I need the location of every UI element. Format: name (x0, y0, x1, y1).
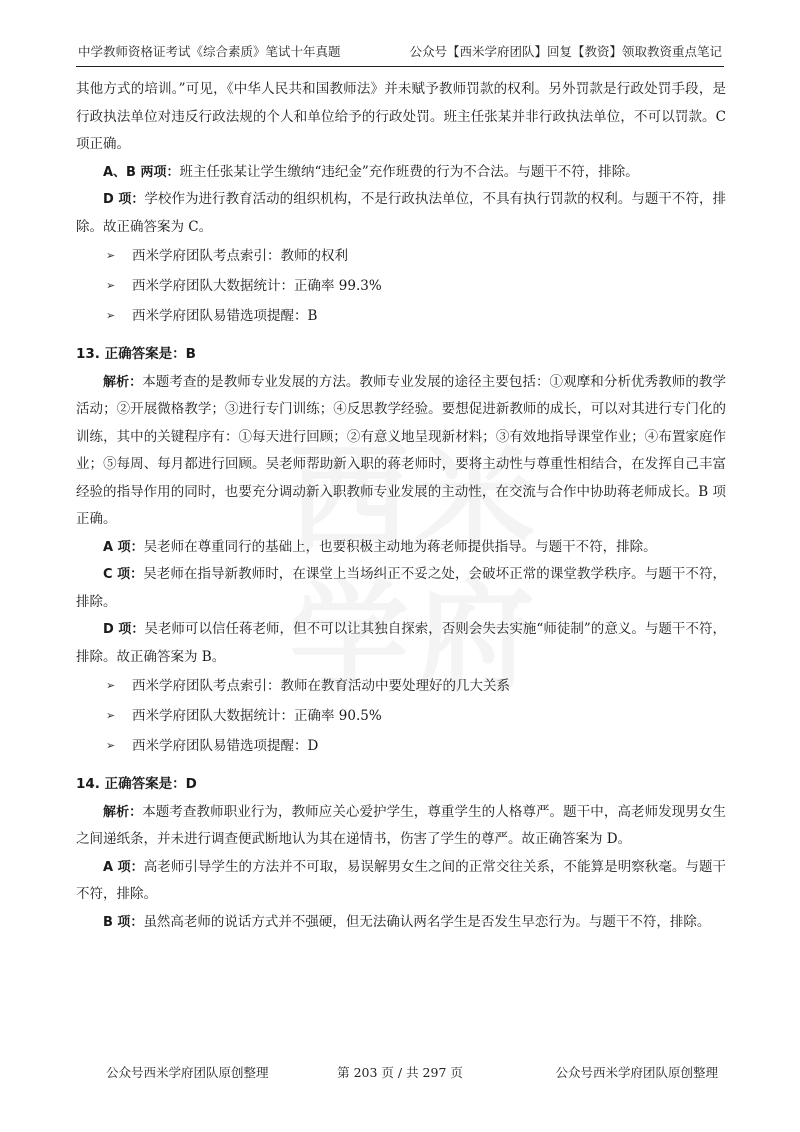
bullet-item (76, 301, 726, 331)
arrow-bullet-icon: ➢ (106, 249, 116, 262)
option-label: D 项： (103, 192, 145, 207)
option-text: 吴老师可以信任蒋老师，但不可以让其独自探索，否则会失去实施“师徒制”的意义。与题干不符，排除。故正确答案为 B。 (76, 621, 726, 665)
option-text: 吴老师在指导新教师时，在课堂上当场纠正不妥之处，会破坏正常的课堂教学秩序。与题干不符，排除。 (76, 566, 726, 610)
arrow-bullet-icon: ➢ (106, 739, 116, 752)
analysis-label: 解析： (103, 374, 143, 390)
arrow-bullet-icon: ➢ (106, 709, 116, 722)
page-header (76, 42, 724, 67)
question-13-heading: 13. 正确答案是：B (76, 346, 196, 362)
question-14-heading: 14. 正确答案是：D (76, 776, 197, 792)
option-explanation-a (76, 854, 726, 909)
bullet-item (76, 731, 726, 761)
option-text: 学校作为进行教育活动的组织机构，不是行政执法单位，不具有执行罚款的权利。与题干不符，排除。故正确答案为 C。 (76, 191, 726, 235)
page-body (76, 76, 726, 936)
bullet-item (76, 671, 726, 701)
option-label: A 项： (103, 859, 144, 875)
bullet-text: 西米学府团队易错选项提醒：B (132, 308, 318, 324)
bullet-text: 西米学府团队考点索引：教师的权利 (132, 248, 348, 264)
question-13-analysis (76, 369, 726, 534)
option-explanation-d (76, 616, 726, 671)
option-label: D 项： (103, 622, 145, 637)
bullet-text: 西米学府团队易错选项提醒：D (132, 738, 319, 754)
option-text: 吴老师在尊重同行的基础上，也要积极主动地为蒋老师提供指导。与题干不符，排除。 (143, 538, 657, 555)
option-explanation-a (76, 534, 726, 562)
bullet-item (76, 241, 726, 271)
arrow-bullet-icon: ➢ (106, 309, 116, 322)
option-explanation-b (76, 909, 726, 937)
header-promo: 公众号【西米学府团队】回复【教资】领取教资重点笔记 (409, 44, 722, 59)
bullet-text: 西米学府团队考点索引：教师在教育活动中要处理好的几大关系 (132, 678, 510, 694)
page-number: 第 203 页 / 共 297 页 (337, 1065, 463, 1080)
option-text: 虽然高老师的说话方式并不强硬，但无法确认两名学生是否发生早恋行为。与题干不符，排除。 (143, 913, 711, 930)
option-label: A 项： (103, 539, 144, 555)
bullet-item (76, 271, 726, 301)
analysis-label: 解析： (103, 804, 143, 820)
option-text: 高老师引导学生的方法并不可取，易误解男女生之间的正常交往关系，不能算是明察秋毫。与题干不符，排除。 (76, 858, 726, 902)
footer-left-credit: 公众号西米学府团队原创整理 (106, 1065, 269, 1080)
option-explanation-c (76, 561, 726, 616)
paragraph-continuation: 其他方式的培训。”可见，《中华人民共和国教师法》并未赋予教师罚款的权利。另外罚款是行政处罚手段，是行政执法单位对违反行政法规的个人和单位给予的行政处罚。班主任张某并非行政执法单位，不可以罚款。C 项正确。 (76, 81, 726, 152)
option-label: A、B 两项： (103, 164, 180, 180)
footer-right-credit: 公众号西米学府团队原创整理 (555, 1065, 718, 1080)
option-text: 班主任张某让学生缴纳“违纪金”充作班费的行为不合法。与题干不符，排除。 (179, 163, 639, 180)
bullet-text: 西米学府团队大数据统计：正确率 99.3% (132, 278, 382, 294)
header-book-title: 中学教师资格证考试《综合素质》笔试十年真题 (78, 44, 341, 59)
arrow-bullet-icon: ➢ (106, 679, 116, 692)
question-14-analysis (76, 799, 726, 854)
arrow-bullet-icon: ➢ (106, 279, 116, 292)
bullet-text: 西米学府团队大数据统计：正确率 90.5% (132, 708, 382, 724)
option-explanation-ab (76, 159, 726, 187)
option-explanation-d (76, 186, 726, 241)
analysis-text: 本题考查的是教师专业发展的方法。教师专业发展的途径主要包括：①观摩和分析优秀教师的教学活动；②开展微格教学；③进行专门训练；④反思教学经验。要想促进新教师的成长，可以对其进行专门化的训练，其中的关键程序有：①每天进行回顾；②有意义地呈现新材料；③有效地指导课堂作业；④布置家庭作业；⑤每周、每月都进行回顾。吴老师帮助新入职的蒋老师时，要将主动性与尊重性相结合，在发挥自己丰富经验的指导作用的同时，也要充分调动新入职教师专业发展的主动性，在交流与合作中协助蒋老师成长。B 项正确。 (76, 373, 726, 527)
bullet-item (76, 701, 726, 731)
analysis-text: 本题考查教师职业行为，教师应关心爱护学生，尊重学生的人格尊严。题干中，高老师发现男女生之间递纸条，并未进行调查便武断地认为其在递情书，伤害了学生的尊严。故正确答案为 D。 (76, 803, 726, 847)
option-label: B 项： (103, 914, 144, 930)
option-label: C 项： (103, 567, 144, 582)
